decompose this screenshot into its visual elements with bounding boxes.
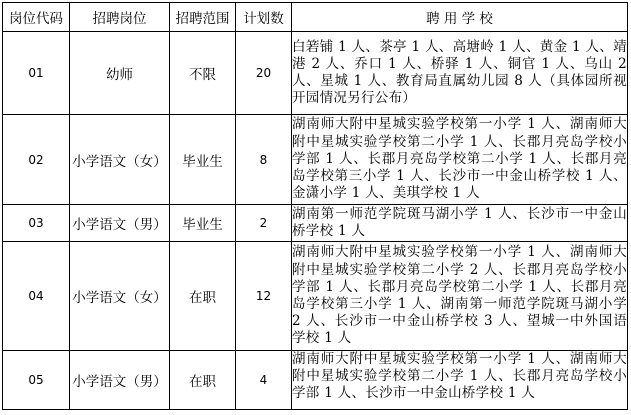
scope-cell: 在职	[170, 351, 236, 410]
table-row	[3, 32, 628, 115]
table-row	[3, 351, 628, 410]
post-cell: 幼师	[70, 32, 170, 115]
planned-count-cell: 8	[236, 115, 292, 205]
table-row	[3, 242, 628, 351]
planned-count-cell: 12	[236, 242, 292, 351]
schools-cell: 湖南师大附中星城实验学校第一小学 1 人、湖南师大附中星城实验学校第二小学 1 人、长郡月亮岛学校小学部 1 人、长郡月亮岛学校第二小学 1 人、长郡月亮岛学校第三小学 1 人、长沙市一中金山桥学校 1 人、金潇小学 1 人、美琪学校 1 人	[292, 115, 628, 205]
post-cell: 小学语文（男）	[70, 351, 170, 410]
header-planned-count: 计划数	[236, 3, 292, 32]
header-schools: 聘 用 学 校	[292, 3, 628, 32]
scope-cell: 毕业生	[170, 205, 236, 242]
header-post: 招聘岗位	[70, 3, 170, 32]
post-cell: 小学语文（女）	[70, 115, 170, 205]
planned-count-cell: 4	[236, 351, 292, 410]
post-code-cell: 05	[3, 351, 70, 410]
scope-cell: 不限	[170, 32, 236, 115]
scope-cell: 在职	[170, 242, 236, 351]
post-code-cell: 01	[3, 32, 70, 115]
schools-cell: 湖南师大附中星城实验学校第一小学 1 人、湖南师大附中星城实验学校第二小学 2 人、长郡月亮岛学校小学部 1 人、长郡月亮岛学校第二小学 1 人、长郡月亮岛学校第三小学 1 人、湖南第一师范学院斑马湖小学 2 人、长沙市一中金山桥学校 3 人、望城一中外国语学校 1 人	[292, 242, 628, 351]
post-code-cell: 04	[3, 242, 70, 351]
post-cell: 小学语文（女）	[70, 242, 170, 351]
header-row	[3, 3, 628, 32]
planned-count-cell: 20	[236, 32, 292, 115]
table-row	[3, 115, 628, 205]
table-row	[3, 205, 628, 242]
header-post-code: 岗位代码	[3, 3, 70, 32]
post-code-cell: 02	[3, 115, 70, 205]
post-code-cell: 03	[3, 205, 70, 242]
scope-cell: 毕业生	[170, 115, 236, 205]
planned-count-cell: 2	[236, 205, 292, 242]
header-scope: 招聘范围	[170, 3, 236, 32]
schools-cell: 湖南第一师范学院斑马湖小学 1 人、长沙市一中金山桥学校 1 人	[292, 205, 628, 242]
recruitment-table	[2, 2, 628, 410]
schools-cell: 湖南师大附中星城实验学校第一小学 1 人、湖南师大附中星城实验学校第二小学 1 人、长郡月亮岛学校小学部 1 人、长沙市一中金山桥学校 1 人	[292, 351, 628, 410]
schools-cell: 白箬铺 1 人、茶亭 1 人、高塘岭 1 人、黄金 1 人、靖港 2 人、乔口 1 人、桥驿 1 人、铜官 1 人、乌山 2 人、星城 1 人、教育局直属幼儿园 8 人（具体园所视开园情况另行公布）	[292, 32, 628, 115]
post-cell: 小学语文（男）	[70, 205, 170, 242]
